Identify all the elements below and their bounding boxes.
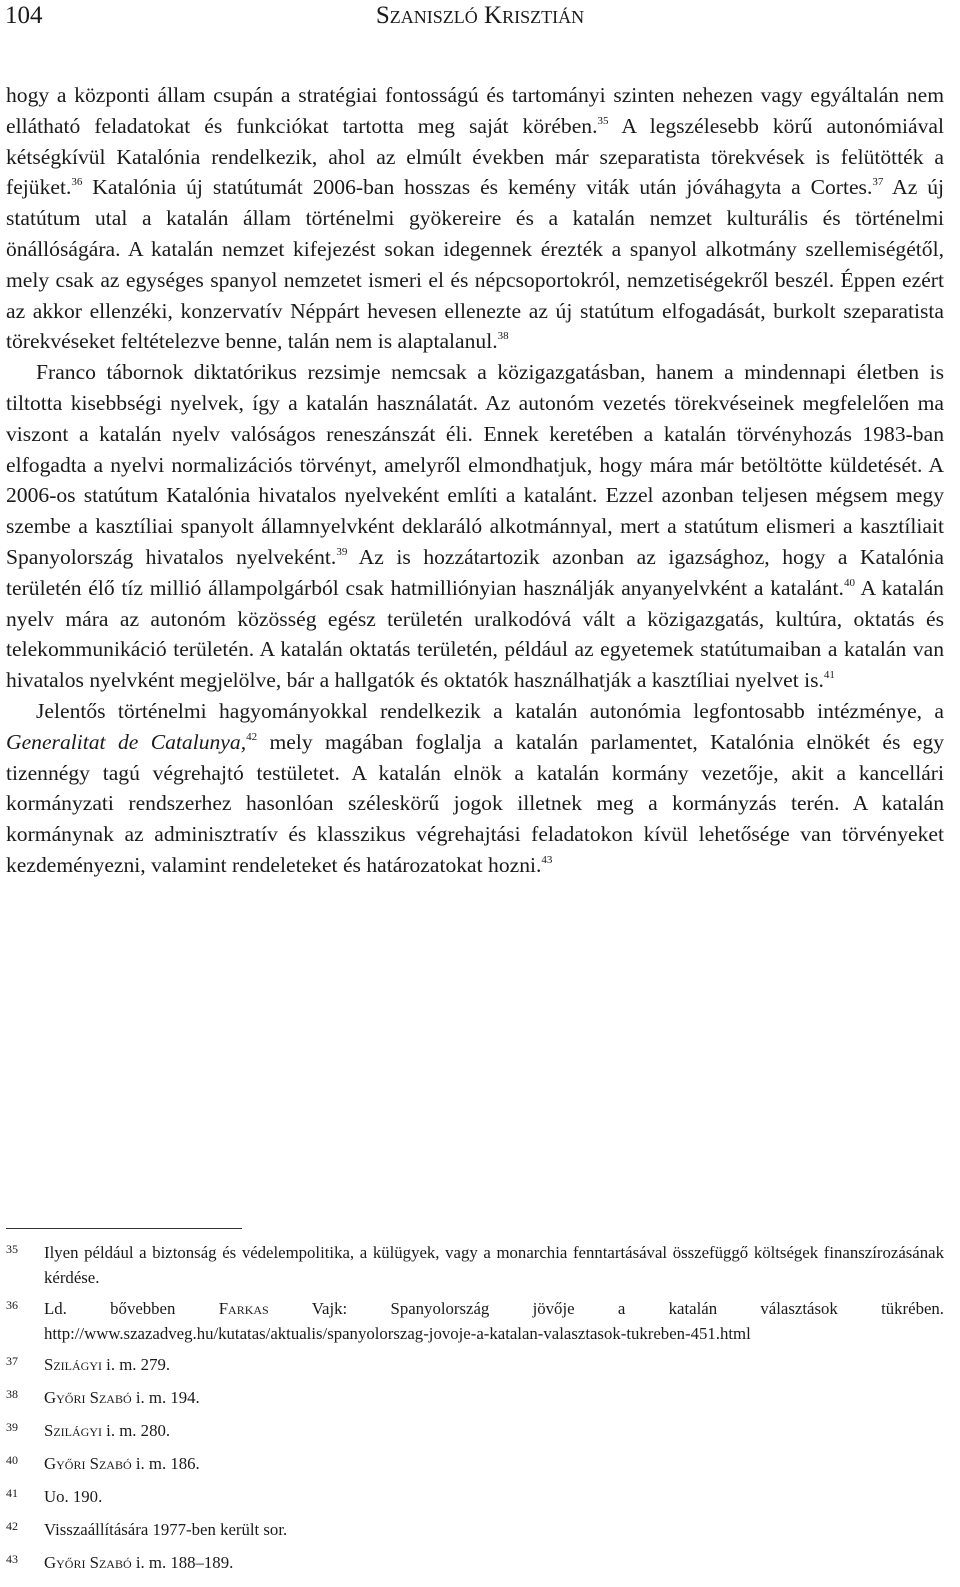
- footnote-prefix: Ld. bővebben: [44, 1299, 219, 1318]
- footnote-text: Uo. 190.: [44, 1487, 103, 1506]
- footnote-number: 38: [6, 1387, 18, 1401]
- footnote-author: Győri Szabó: [44, 1454, 132, 1473]
- footnote-author: Győri Szabó: [44, 1388, 132, 1407]
- footnote-author: Szilágyi: [44, 1421, 102, 1440]
- footnote-ref-38[interactable]: 38: [497, 330, 509, 343]
- footnote-text: Visszaállítására 1977-ben került sor.: [44, 1520, 288, 1539]
- footnote-number: 42: [6, 1519, 18, 1533]
- footnote-text: [44, 1299, 944, 1343]
- footnote-ref-40[interactable]: 40: [843, 576, 855, 589]
- footnote-body: i. m. 188–189.: [131, 1553, 234, 1572]
- text-run: Az is hozzátartozik azonban az igazsághoz, hogy a Katalónia területén élő tíz millió állampolgárból csak hatmilliónyian használják anyanyelvként a katalánt.: [6, 544, 944, 600]
- footnote-body: i. m. 186.: [131, 1454, 200, 1473]
- footnote-ref-42[interactable]: 42: [246, 730, 258, 743]
- footnote-number: 36: [6, 1298, 18, 1312]
- text-run: mely magában foglalja a katalán parlamentet, Katalónia elnökét és egy tizennégy tagú végrehajtó testületet. A katalán elnök a katalán kormány vezetője, akit a kancellári kormányzati rendszerhez hasonlóan széleskörű jogok illetnek meg a kormányzás terén. A katalán kormánynak az adminisztratív és klasszikus végrehajtási feladatokon kívül lehetősége van törvényeket kezdeményezni, valamint rendeleteket és határozatokat hozni.: [6, 729, 944, 877]
- footnote-body: i. m. 279.: [101, 1355, 171, 1374]
- footnote-number: 40: [6, 1453, 18, 1467]
- footnote-text: Ilyen például a biztonság és védelempolitika, a külügyek, vagy a monarchia fenntartásával összefüggő költségek finanszírozásának kérdése.: [44, 1243, 944, 1287]
- running-head: Szaniszló Krisztián: [375, 2, 585, 29]
- footnote-ref-35[interactable]: 35: [597, 114, 609, 127]
- main-text: [6, 80, 944, 881]
- footnote-38: [6, 1385, 944, 1410]
- footnote-separator: [6, 1228, 242, 1229]
- text-run: Jelentős történelmi hagyományokkal rendelkezik a katalán autonómia legfontosabb intézménye, a: [36, 698, 944, 723]
- page-number: 104: [5, 2, 43, 29]
- text-run: Az új statútum utal a katalán állam történelmi gyökereire és a katalán nemzet kulturális és történelmi önállóságára. A katalán nemzet kifejezést sokan idegennek érezték a spanyol alkotmány szellemiségétől, mely csak az egységes spanyol nemzetet ismeri el és népcsoportokról, nemzetiségekről beszél. Éppen ezért az akkor ellenzéki, konzervatív Néppárt hevesen ellenezte az új statútum elfogadását, burkolt szeparatista törekvéseket feltételezve benne, talán nem is alaptalanul.: [6, 175, 944, 354]
- footnote-text: [44, 1388, 200, 1407]
- footnote-author: Farkas: [218, 1299, 269, 1318]
- footnote-41: [6, 1484, 944, 1509]
- text-run: A katalán nyelv mára az autonóm közösség egész területén uralkodóvá vált a közigazgatás, kultúra, oktatás és telekommunikáció területén. A katalán oktatás területén, például az egyetemek statútumaiban a katalán van hivatalos nyelvként megjelölve, bár a hallgatók és oktatók használhatják a kasztíliai nyelvet is.: [6, 575, 944, 693]
- footnote-number: 41: [6, 1486, 18, 1500]
- text-run: A legszélesebb körű autonómiával kétségkívül Katalónia rendelkezik, ahol az elmúlt években már szeparatista törekvések is felütötték a fejüket.: [6, 113, 944, 200]
- footnote-body[interactable]: Vajk: Spanyolország jövője a katalán választások tükrében. http://www.szazadveg.hu/kutatas/aktualis/spanyolorszag-jovoje-a-katalan-valasztasok-tukreben-451.html: [44, 1299, 944, 1343]
- italic-term: Generalitat de Catalunya,: [6, 729, 247, 754]
- footnote-ref-39[interactable]: 39: [336, 545, 348, 558]
- footnote-text: [44, 1454, 200, 1473]
- footnote-40: [6, 1451, 944, 1476]
- footnote-37: [6, 1352, 944, 1377]
- text-run: Katalónia új statútumát 2006-ban hosszas és kemény viták után jóváhagyta a Cortes.: [82, 175, 873, 200]
- footnote-43: [6, 1550, 944, 1575]
- text-run: hogy a központi állam csupán a stratégiai fontosságú és tartományi szinten nehezen vagy egyáltalán nem ellátható feladatokat és funkciókat tartotta meg saját körében.: [6, 83, 944, 138]
- footnote-text: [44, 1553, 233, 1572]
- footnote-body: i. m. 194.: [131, 1388, 200, 1407]
- footnote-author: Győri Szabó: [44, 1553, 132, 1572]
- footnotes: [6, 1240, 944, 1583]
- footnote-body: i. m. 280.: [101, 1421, 171, 1440]
- paragraph-2: [6, 357, 944, 696]
- footnote-ref-36[interactable]: 36: [71, 176, 83, 189]
- footnote-number: 43: [6, 1552, 18, 1566]
- page-header: [0, 2, 960, 32]
- footnote-number: 37: [6, 1354, 18, 1368]
- footnote-35: [6, 1240, 944, 1290]
- footnote-number: 35: [6, 1242, 18, 1256]
- footnote-39: [6, 1418, 944, 1443]
- footnote-author: Szilágyi: [44, 1355, 102, 1374]
- footnote-text: [44, 1355, 170, 1374]
- footnote-number: 39: [6, 1420, 18, 1434]
- footnote-ref-43[interactable]: 43: [541, 853, 553, 866]
- footnote-ref-41[interactable]: 41: [823, 669, 835, 682]
- paragraph-3: [6, 696, 944, 881]
- text-run: Franco tábornok diktatórikus rezsimje nemcsak a közigazgatásban, hanem a mindennapi életben is tiltotta kisebbségi nyelvek, így a katalán használatát. Az autonóm vezetés törekvéseinek megfelelően ma viszont a katalán nyelv valóságos reneszánszát éli. Ennek keretében a katalán törvényhozás 1983-ban elfogadta a nyelvi normalizációs törvényt, amelyről elmondhatjuk, hogy mára már betöltötte küldetését. A 2006-os statútum Katalónia hivatalos nyelveként említi a katalánt. Ezzel azonban teljesen mégsem megy szembe a kasztíliai spanyolt államnyelvként deklaráló alkotmánnyal, mert a statútum elismeri a kasztíliait Spanyolország hivatalos nyelveként.: [6, 360, 944, 569]
- footnote-ref-37[interactable]: 37: [872, 176, 884, 189]
- footnote-36: [6, 1296, 944, 1346]
- footnote-42: [6, 1517, 944, 1542]
- footnote-text: [44, 1421, 170, 1440]
- paragraph-1: [6, 80, 944, 357]
